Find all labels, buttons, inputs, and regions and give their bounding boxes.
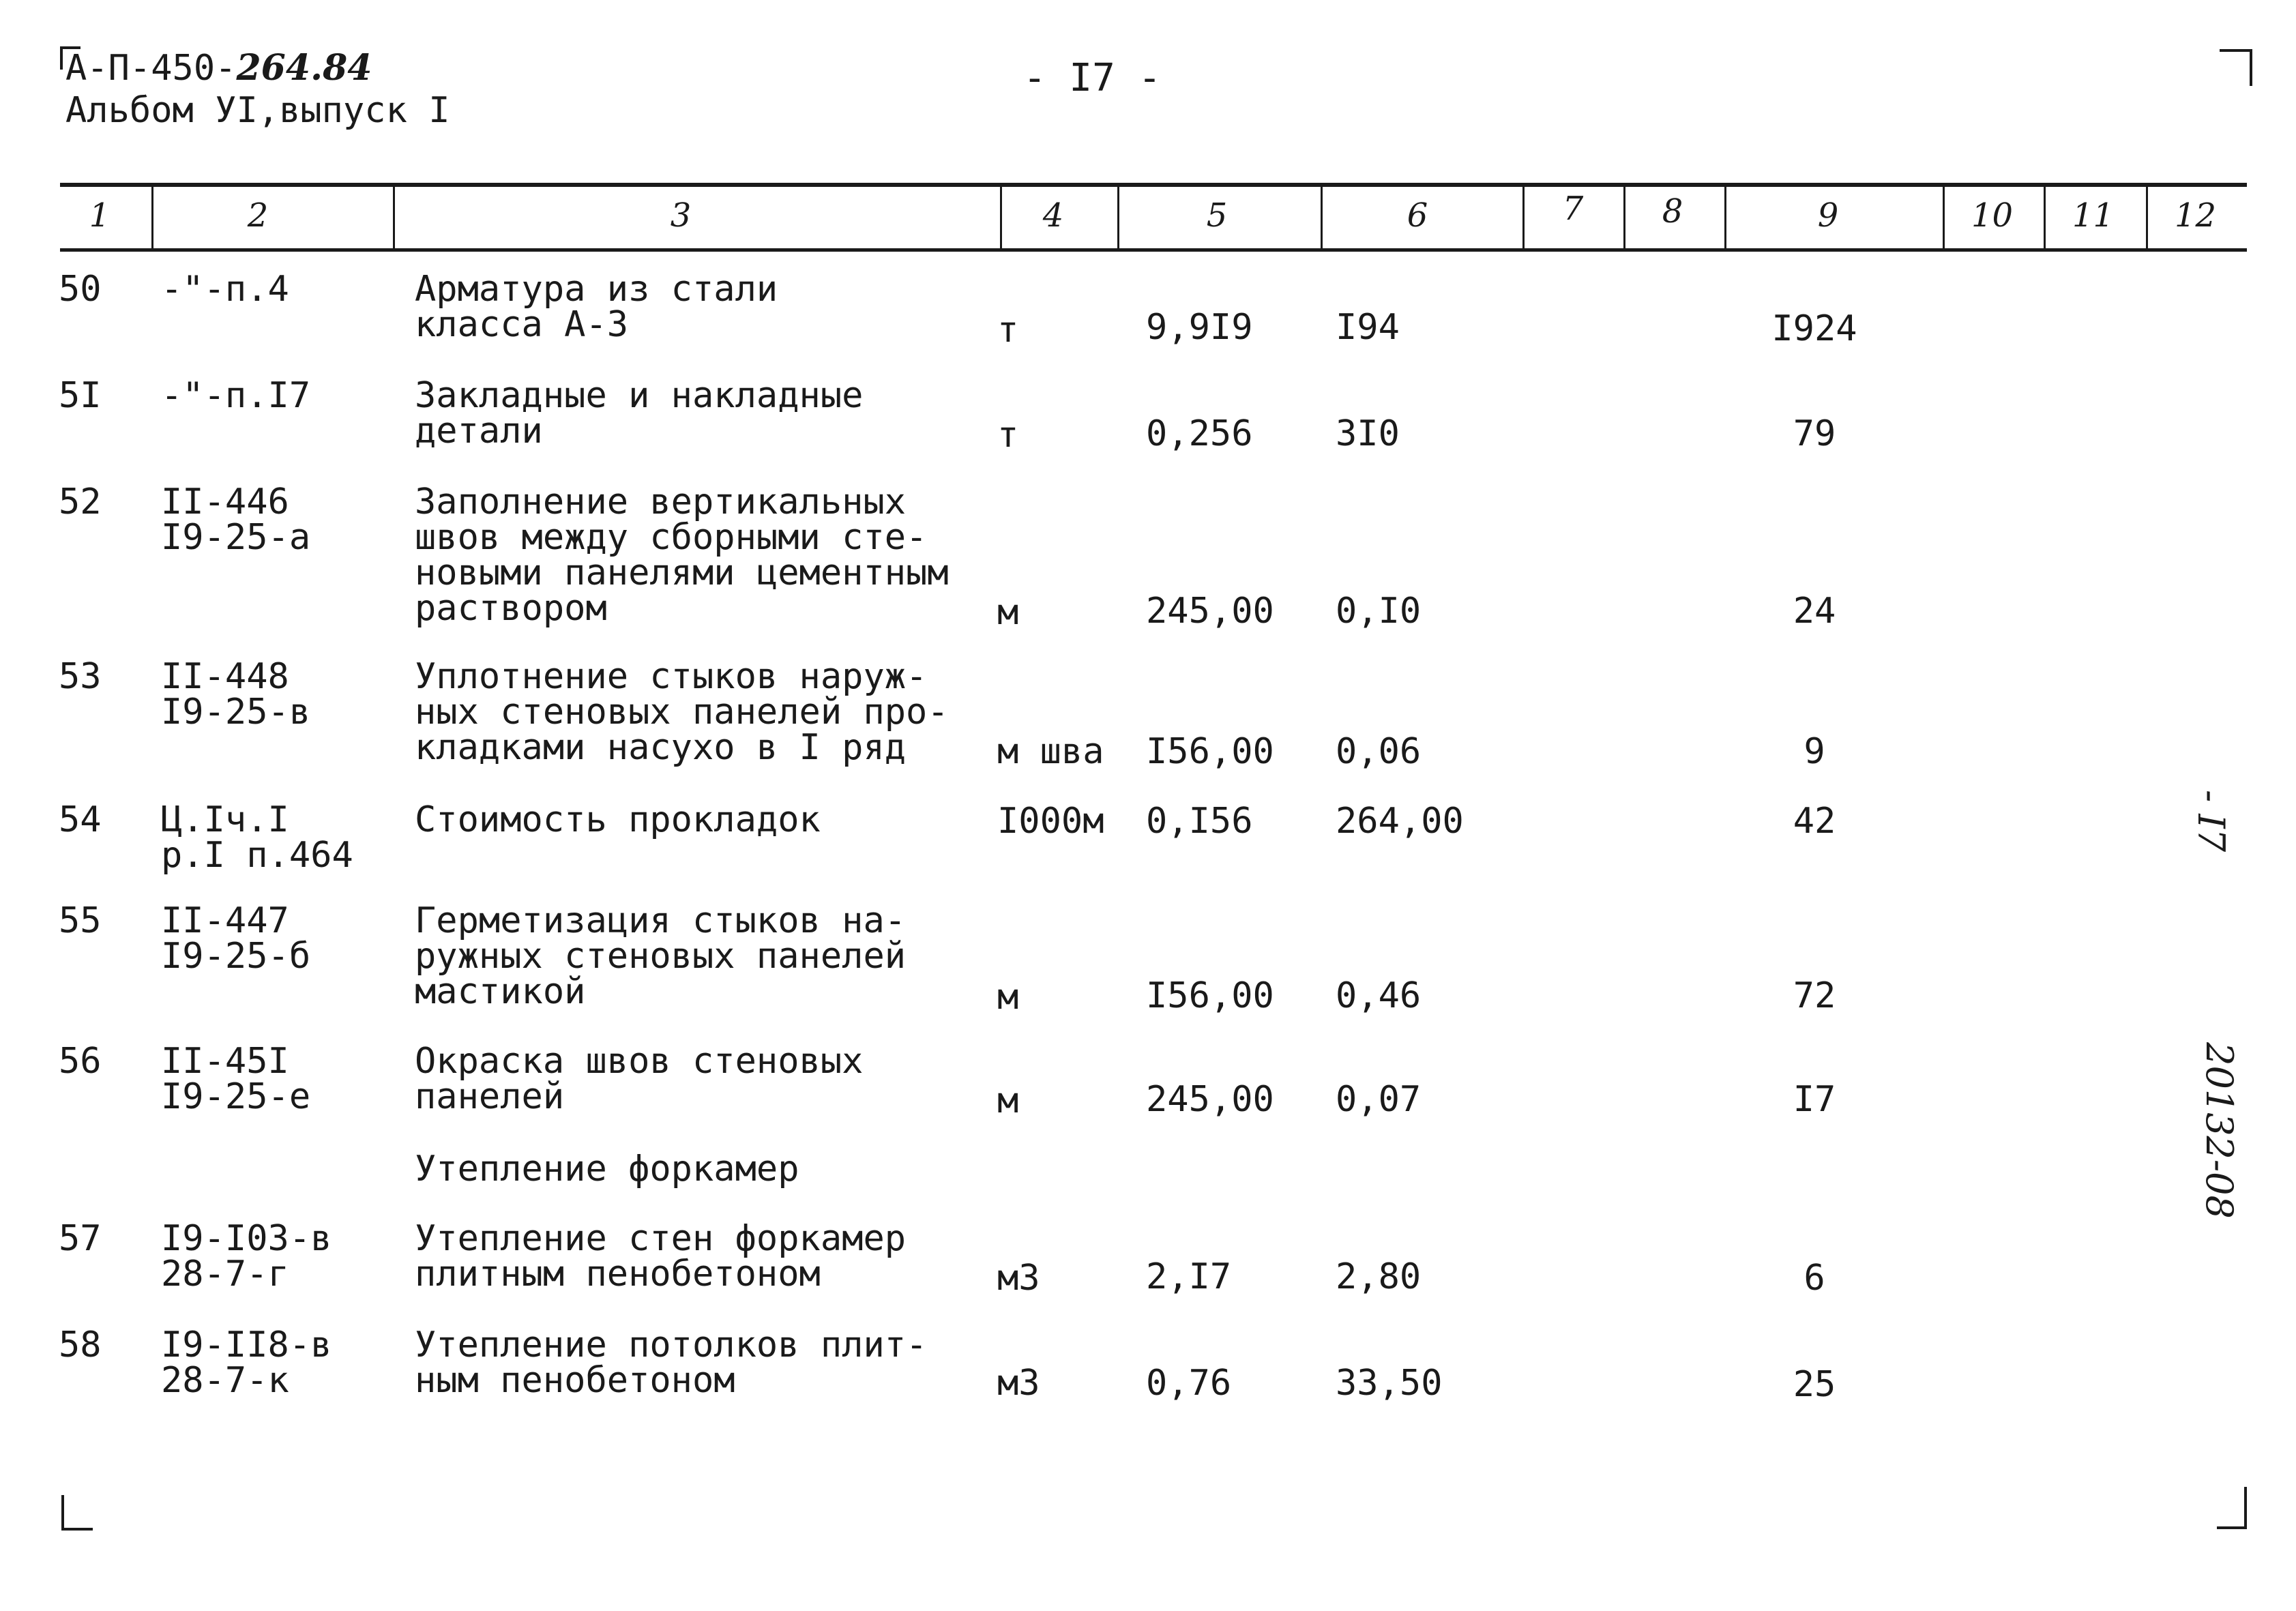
table-header-bottom-rule [60,248,2247,252]
column-separator [1321,184,1323,250]
document-code-prefix: А-П-450- [65,48,237,89]
total-cost: I924 [1771,308,1857,349]
quantity: 9,9I9 [1146,307,1253,348]
document-code-handwritten: 264.84 [236,47,372,89]
corner-mark-top-left [60,46,63,70]
column-header-9: 9 [1817,196,1839,235]
total-cost: 24 [1793,591,1836,632]
row-number: 54 [59,799,102,840]
unit: т [997,310,1019,351]
unit-price: 33,50 [1336,1363,1443,1404]
row-number: 53 [59,656,102,697]
quantity: I56,00 [1146,731,1274,772]
document-code [65,47,372,89]
column-separator [2044,184,2046,250]
row-number: 55 [59,900,102,941]
row-number: 5I [59,375,102,416]
column-header-2: 2 [247,196,269,235]
work-description: Уплотнение стыков наруж- ных стеновых панелей про- кладками насухо в I ряд [415,656,949,768]
unit: м3 [997,1258,1040,1299]
work-description: Стоимость прокладок [415,799,821,840]
row-number: 52 [59,482,102,522]
margin-doc-number: 20132-08 [2197,1042,2241,1219]
total-cost: 9 [1804,731,1825,772]
margin-page-mark: - I7 [2190,789,2233,853]
reference-code: II-447 I9-25-б [161,900,311,977]
column-header-5: 5 [1206,196,1228,235]
column-separator [1000,184,1002,250]
quantity: 0,I56 [1146,801,1253,842]
column-header-11: 11 [2072,196,2115,235]
reference-code: II-446 I9-25-а [161,482,311,558]
row-number: 58 [59,1325,102,1365]
quantity: 0,76 [1146,1363,1232,1404]
column-separator [1117,184,1119,250]
corner-mark-top-right [2220,49,2252,52]
column-header-10: 10 [1971,196,2014,235]
column-separator [1943,184,1945,250]
unit-price: 0,07 [1336,1079,1422,1120]
corner-mark-bottom-right-h [2217,1526,2247,1529]
quantity: 2,I7 [1146,1256,1232,1297]
unit-price: 0,I0 [1336,591,1422,632]
reference-code: II-448 I9-25-в [161,656,311,733]
column-separator [151,184,153,250]
row-number: 50 [59,269,102,310]
unit-price: 2,80 [1336,1256,1422,1297]
reference-code: -"-п.4 [161,269,289,310]
reference-code: II-45I I9-25-е [161,1041,311,1117]
unit-price: 3I0 [1336,413,1400,454]
corner-mark-bottom-left [61,1495,64,1531]
work-description: Закладные и накладные детали [415,375,864,452]
corner-mark-top-right-v [2250,49,2252,86]
reference-code: -"-п.I7 [161,375,311,416]
album-label: Альбом УI,выпуск I [65,90,450,131]
section-heading: Утепление форкамер [415,1149,799,1189]
quantity: 245,00 [1146,591,1274,632]
corner-mark-bottom-left-h [61,1528,93,1531]
table-top-rule [60,183,2247,187]
row-number: 57 [59,1218,102,1259]
total-cost: 25 [1793,1364,1836,1405]
work-description: Утепление потолков плит- ным пенобетоном [415,1325,928,1401]
total-cost: 79 [1793,413,1836,454]
unit: т [997,415,1019,456]
unit-price: I94 [1336,307,1400,348]
column-header-12: 12 [2175,196,2217,235]
total-cost: 42 [1793,801,1836,842]
total-cost: 6 [1804,1258,1825,1299]
unit: м3 [997,1363,1040,1404]
corner-mark-bottom-right [2244,1487,2247,1529]
unit: м [997,977,1019,1018]
quantity: I56,00 [1146,975,1274,1016]
column-header-8: 8 [1662,192,1683,231]
column-header-7: 7 [1562,190,1584,228]
work-description: Окраска швов стеновых панелей [415,1041,864,1117]
column-separator [1522,184,1525,250]
column-header-6: 6 [1407,196,1428,235]
unit: м [997,1080,1019,1121]
work-description: Утепление стен форкамер плитным пенобетоном [415,1218,907,1295]
column-separator [2146,184,2148,250]
work-description: Герметизация стыков на- ружных стеновых панелей мастикой [415,900,907,1012]
row-number: 56 [59,1041,102,1082]
unit: м [997,592,1019,633]
column-separator [1623,184,1625,250]
total-cost: 72 [1793,975,1836,1016]
reference-code: Ц.Iч.I р.I п.464 [161,799,353,876]
unit: м шва [997,731,1104,772]
column-header-1: 1 [89,196,111,235]
unit: I000м [997,801,1104,842]
quantity: 0,256 [1146,413,1253,454]
unit-price: 264,00 [1336,801,1464,842]
unit-price: 0,46 [1336,975,1422,1016]
column-separator [1724,184,1726,250]
reference-code: I9-I03-в 28-7-г [161,1218,332,1295]
work-description: Арматура из стали класса А-3 [415,269,778,345]
column-header-3: 3 [670,196,692,235]
page-number: - I7 - [1023,56,1162,100]
quantity: 245,00 [1146,1079,1274,1120]
total-cost: I7 [1793,1079,1836,1120]
column-separator [393,184,395,250]
unit-price: 0,06 [1336,731,1422,772]
column-header-4: 4 [1042,196,1064,235]
work-description: Заполнение вертикальных швов между сборными сте- новыми панелями цементным раствором [415,482,949,629]
reference-code: I9-II8-в 28-7-к [161,1325,332,1401]
